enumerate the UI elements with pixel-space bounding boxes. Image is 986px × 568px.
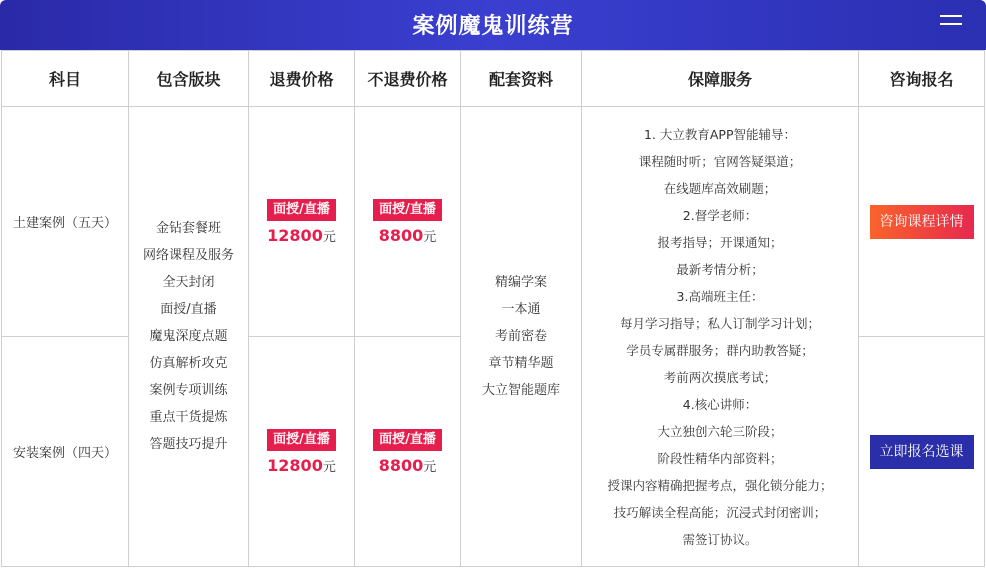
norefund-price-cell <box>355 337 461 567</box>
list-item: 重点干货提炼 <box>149 410 228 425</box>
price <box>355 456 460 475</box>
table-row <box>2 107 985 337</box>
list-item: 金钻套餐班 <box>155 221 221 236</box>
price <box>355 226 460 245</box>
list-item: 2.督学老师： <box>682 207 758 223</box>
norefund-price-cell <box>355 107 461 337</box>
list-item: 阶段性精华内部资料； <box>657 450 783 466</box>
list-item: 章节精华题 <box>488 356 554 371</box>
list-item: 报考指导；开课通知； <box>657 234 783 250</box>
mode-badge: 面授/直播 <box>373 429 442 451</box>
list-item: 课程随时听；官网答疑渠道； <box>638 153 802 169</box>
col-header-norefund-price: 不退费价格 <box>355 51 461 107</box>
list-item: 1. 大立教育APP智能辅导： <box>643 126 797 142</box>
modules-list <box>129 215 248 458</box>
col-header-materials: 配套资料 <box>461 51 582 107</box>
consult-course-details-button[interactable]: 咨询课程详情 <box>870 205 974 239</box>
materials-list <box>461 269 581 404</box>
list-item: 考前密卷 <box>494 329 547 344</box>
list-item: 考前两次摸底考试； <box>663 369 777 385</box>
list-item: 一本通 <box>501 302 541 317</box>
panel-title: 案例魔鬼训练营 <box>412 14 574 39</box>
col-header-services: 保障服务 <box>582 51 859 107</box>
price-value: 8800 <box>378 455 424 475</box>
price-unit: 元 <box>322 459 336 475</box>
course-table <box>1 50 985 567</box>
mode-badge: 面授/直播 <box>267 429 336 451</box>
services-list <box>582 121 858 553</box>
list-item: 学员专属群服务；群内助教答疑； <box>626 342 814 358</box>
col-header-refund-price: 退费价格 <box>249 51 355 107</box>
enroll-now-button[interactable]: 立即报名选课 <box>870 435 974 469</box>
mode-badge: 面授/直播 <box>267 199 336 221</box>
menu-icon[interactable] <box>940 15 962 33</box>
list-item: 案例专项训练 <box>149 383 228 398</box>
subject-cell: 土建案例（五天） <box>2 107 129 337</box>
table-header-row <box>2 51 985 107</box>
refund-price-cell <box>249 337 355 567</box>
price <box>249 226 354 245</box>
col-header-subject: 科目 <box>2 51 129 107</box>
mode-badge: 面授/直播 <box>373 199 442 221</box>
list-item: 面授/直播 <box>160 302 217 317</box>
list-item: 授课内容精确把握考点，强化锁分能力； <box>607 477 833 493</box>
price-unit: 元 <box>423 459 437 475</box>
list-item: 每月学习指导；私人订制学习计划； <box>619 315 820 331</box>
list-item: 最新考情分析； <box>676 261 764 277</box>
list-item: 魔鬼深度点题 <box>149 329 228 344</box>
list-item: 仿真解析攻克 <box>149 356 228 371</box>
list-item: 全天封闭 <box>162 275 215 290</box>
list-item: 3.高端班主任： <box>676 288 764 304</box>
list-item: 技巧解读全程高能；沉浸式封闭密训； <box>613 504 827 520</box>
subject-cell: 安装案例（四天） <box>2 337 129 567</box>
price-value: 12800 <box>267 455 323 475</box>
panel-header <box>0 0 986 50</box>
list-item: 答题技巧提升 <box>149 437 228 452</box>
list-item: 精编学案 <box>494 275 547 290</box>
list-item: 在线题库高效刷题； <box>663 180 777 196</box>
list-item: 大立独创六轮三阶段； <box>657 423 783 439</box>
list-item: 大立智能题库 <box>481 383 560 398</box>
list-item: 4.核心讲师： <box>682 396 758 412</box>
consult-cell <box>859 337 985 567</box>
price-unit: 元 <box>322 229 336 245</box>
consult-cell <box>859 107 985 337</box>
price-value: 12800 <box>267 225 323 245</box>
modules-cell <box>129 107 249 567</box>
price <box>249 456 354 475</box>
col-header-modules: 包含版块 <box>129 51 249 107</box>
price-value: 8800 <box>378 225 424 245</box>
list-item: 网络课程及服务 <box>142 248 234 263</box>
price-unit: 元 <box>423 229 437 245</box>
services-cell <box>582 107 859 567</box>
list-item: 需签订协议。 <box>682 531 758 547</box>
col-header-consult: 咨询报名 <box>859 51 985 107</box>
refund-price-cell <box>249 107 355 337</box>
materials-cell <box>461 107 582 567</box>
